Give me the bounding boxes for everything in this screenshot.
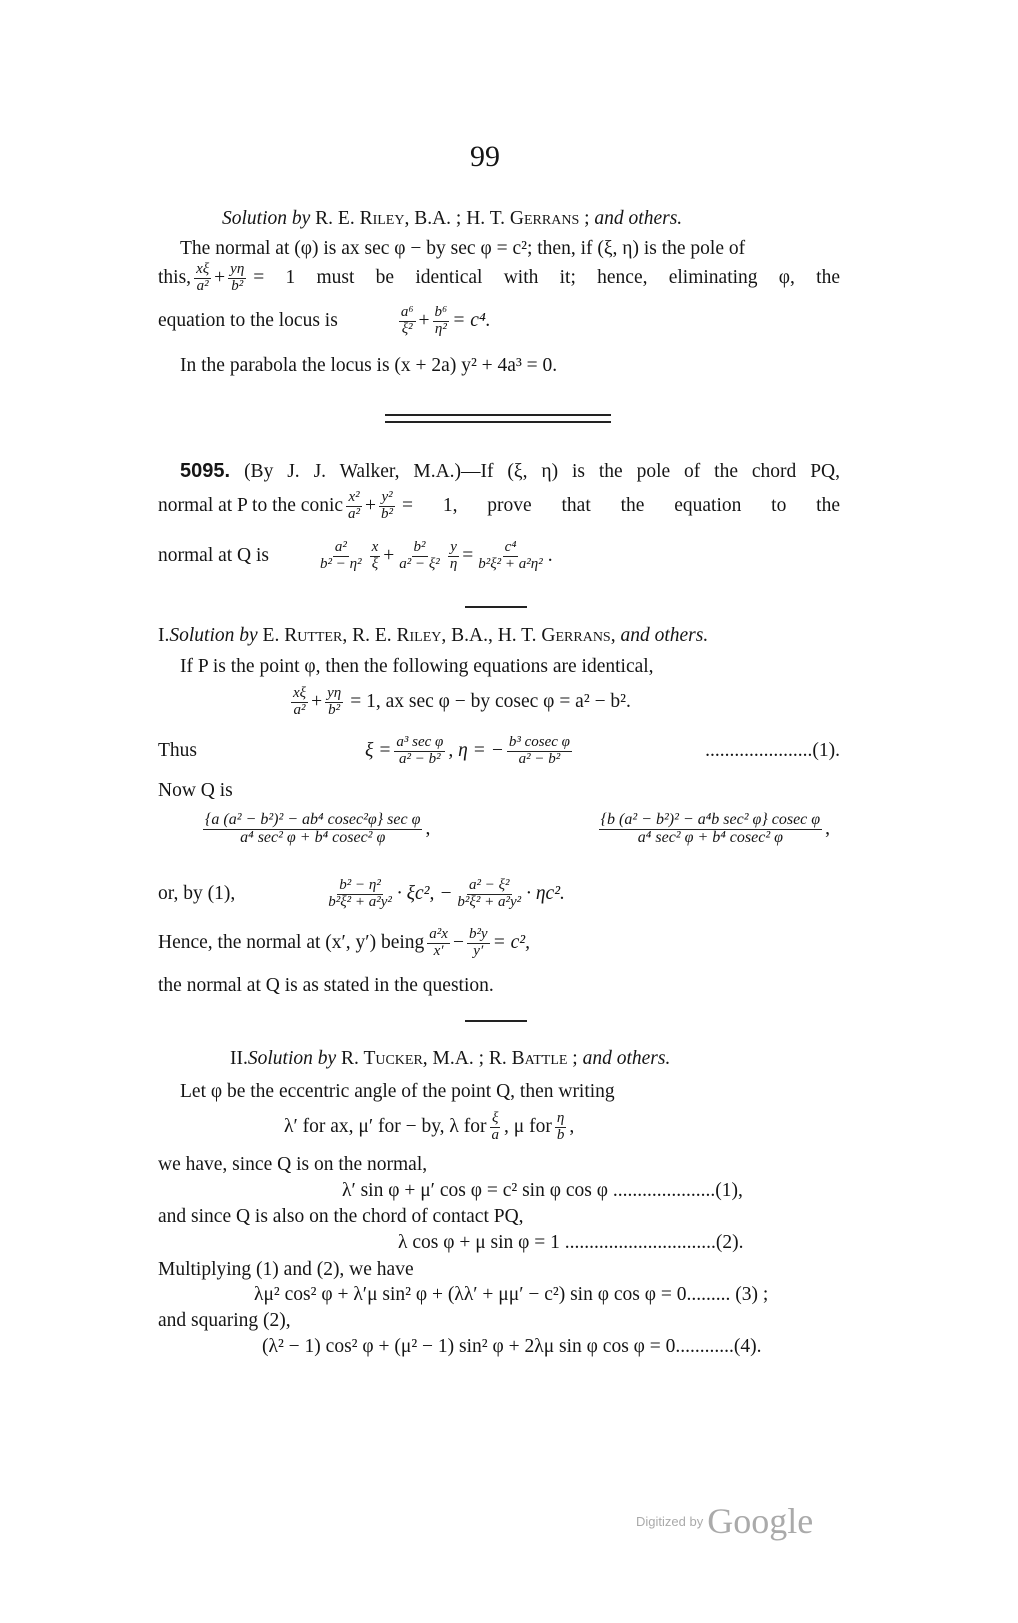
equation-line: Hence, the normal at (x′, y′) being $\frac{\text{a²x}}{x'}$ − $\frac{\text{b²y}}{y'}$ = c²,: [158, 926, 531, 959]
equation-1: λ′ sin φ + μ′ cos φ = c² sin φ cos φ .....................(1),: [342, 1180, 743, 1201]
text-line: this, $\frac{x\xi}{\text{a²}}$ + $\frac{y\eta}{\text{b²}}$ = 1 must be identical with it; hence, eliminating φ, the: [158, 261, 840, 294]
solution-heading: I. Solution by E. Rutter, R. E. Riley, B.A., H. T. Gerrans, and others.: [158, 625, 709, 646]
double-rule-top: [385, 414, 611, 416]
text-line: the normal at Q is as stated in the question.: [158, 975, 494, 996]
question-line: 5095. (By J. J. Walker, M.A.)—If (ξ, η) is the pole of the chord PQ,: [180, 460, 840, 482]
equation-line: $\frac{x\xi}{\text{a²}}$ + $\frac{y\eta}{\text{b²}}$ = 1, ax sec φ − by cosec φ = a² − b².: [293, 685, 631, 718]
equation-3: λμ² cos² φ + λ′μ sin² φ + (λλ′ + μμ′ − c²) sin φ cos φ = 0......... (3) ;: [254, 1284, 769, 1305]
text-line: Now Q is: [158, 780, 233, 801]
text-line: and since Q is also on the chord of contact PQ,: [158, 1206, 524, 1227]
text-line: we have, since Q is on the normal,: [158, 1154, 428, 1175]
page-number: 99: [470, 140, 500, 173]
section-rule: [465, 1020, 527, 1022]
equation-line: or, by (1), $\frac{\text{b² − η²}}{\text{b²ξ² + a²y²}}$ · ξc², − $\frac{\text{a² − ξ²}}{\text{b²ξ² + a²y²}}$ · ηc².: [158, 877, 565, 910]
equation-line: normal at Q is $\frac{\text{a²}}{\text{b² − η²}}$ $\frac{x}{\xi}$ + $\frac{\text{b²}}{\text{a² − ξ²}}$ $\frac{y}{\eta}$ = $\frac{\text{c⁴}}{\text{b²ξ² + a²η²}}$ .: [158, 539, 553, 572]
double-rule-bottom: [385, 421, 611, 423]
text-line: and squaring (2),: [158, 1310, 291, 1331]
question-line: normal at P to the conic $\frac{\text{x²}}{\text{a²}}$ + $\frac{\text{y²}}{\text{b²}}$ = 1, prove that the equation to the: [158, 489, 840, 522]
equation-line: equation to the locus is $\frac{\text{a⁶}}{\text{ξ²}}$ + $\frac{\text{b⁶}}{\text{η²}}$ = c⁴.: [158, 304, 491, 337]
equation-2: λ cos φ + μ sin φ = 1 ...............................(2).: [398, 1232, 744, 1253]
text-line: Let φ be the eccentric angle of the point Q, then writing: [180, 1081, 615, 1102]
text-line: Multiplying (1) and (2), we have: [158, 1259, 414, 1280]
solution-heading: II. Solution by R. Tucker, M.A. ; R. Battle ; and others.: [230, 1048, 671, 1069]
equation-4: (λ² − 1) cos² φ + (μ² − 1) sin² φ + 2λμ sin φ cos φ = 0............(4).: [262, 1336, 762, 1357]
section-rule: [465, 606, 527, 608]
text-line: If P is the point φ, then the following equations are identical,: [180, 656, 654, 677]
equation-line: λ′ for ax, μ′ for − by, λ for $\frac{\xi}{a}$ , μ for $\frac{\eta}{b}$ ,: [284, 1110, 575, 1143]
equation-line: Thus ξ = $\frac{\text{a³ sec φ}}{\text{a² − b²}}$ , η = − $\frac{\text{b³ cosec φ}}{\text{a² − b²}}$ ......................(1).: [158, 734, 840, 767]
solution-heading: Solution by R. E. Riley, B.A. ; H. T. Gerrans ; and others.: [222, 208, 683, 229]
equation-line: $\frac{\text{\{a (a² − b²)² − ab⁴ cosec²φ\} sec φ}}{\text{a⁴ sec² φ + b⁴ cosec² φ}}$ , $\frac{\text{\{b (a² − b²)² − a⁴b sec² φ\} cosec φ}}{\text{a⁴ sec² φ + b⁴ cosec² φ}}$ ,: [205, 811, 830, 846]
text-line: The normal at (φ) is ax sec φ − by sec φ = c²; then, if (ξ, η) is the pole of: [180, 238, 746, 259]
text-line: In the parabola the locus is (x + 2a) y² + 4a³ = 0.: [180, 355, 558, 376]
digitized-watermark: Digitized by Google: [636, 1501, 814, 1541]
